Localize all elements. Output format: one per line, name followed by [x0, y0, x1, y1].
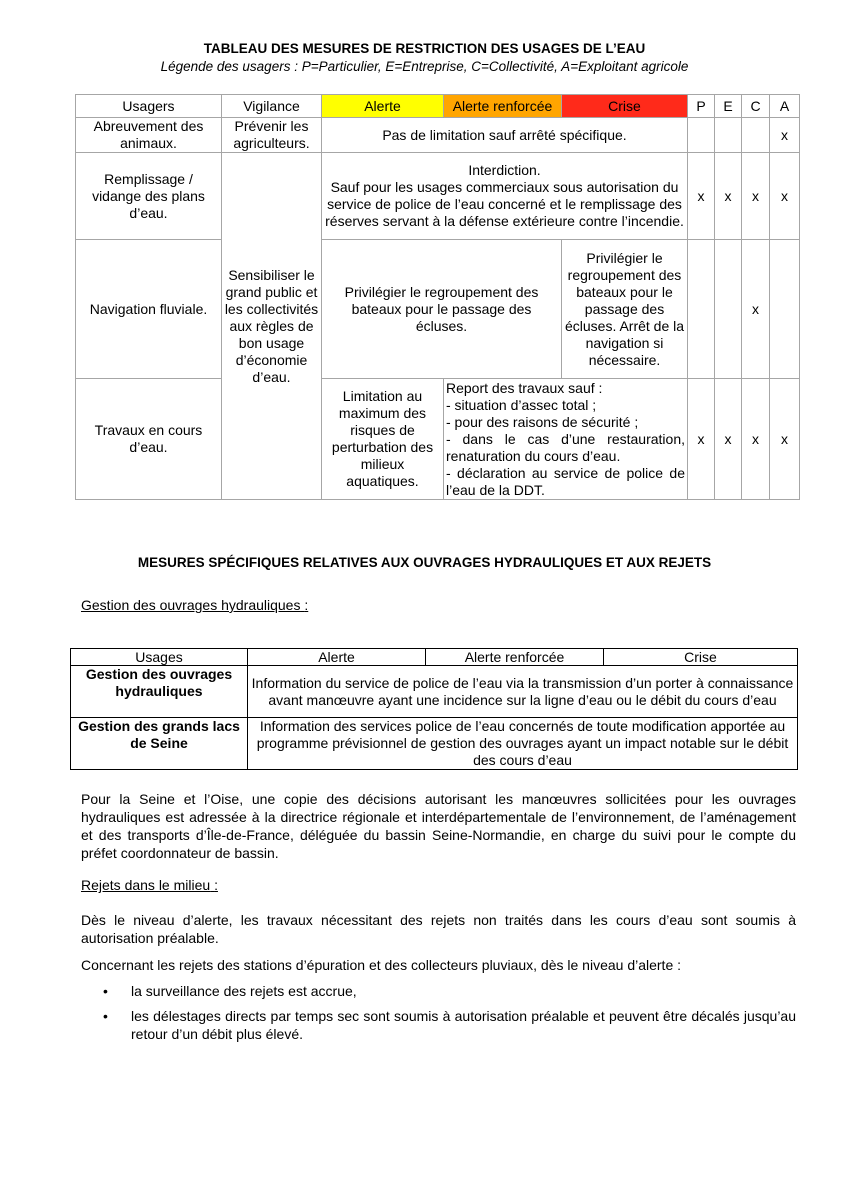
header-a: A: [770, 95, 800, 118]
header-usages: Usages: [71, 649, 248, 666]
header-crise: Crise: [562, 95, 688, 118]
mesure-cell: Information des services police de l’eau concernés de toute modification apportée au programme prévisionnel de gestion des ouvrages ayant un impact notable sur le débit des cours d’eau: [248, 718, 798, 770]
usager-cell: Navigation fluviale.: [76, 240, 222, 379]
alerte-cell: Limitation au maximum des risques de perturbation des milieux aquatiques.: [322, 379, 444, 500]
paragraph-travaux: Dès le niveau d’alerte, les travaux nécessitant des rejets non traités dans les cours d’eau sont soumis à autorisation préalable.: [81, 912, 796, 946]
table-row: [71, 718, 798, 770]
paragraph-seine-oise: Pour la Seine et l’Oise, une copie des décisions autorisant les manœuvres sollicitées pour les ouvrages hydrauliques est adressée à la directrice régionale et interdépartementale de l’environnement, de l’aménagement et des transports d’Île-de-France, déléguée du bassin Seine-Normandie, en charge du suivi pour le compte du préfet coordonnateur de bassin.: [81, 791, 796, 861]
table-row: [76, 379, 800, 500]
table-header-row: [71, 649, 798, 666]
header-usagers: Usagers: [76, 95, 222, 118]
legend-text: Légende des usagers : P=Particulier, E=Entreprise, C=Collectivité, A=Exploitant agricole: [160, 59, 689, 74]
table-row: [71, 666, 798, 718]
header-alerte: Alerte: [322, 95, 444, 118]
usage-cell: Gestion des grands lacs de Seine: [71, 718, 248, 770]
p-cell: [688, 118, 715, 153]
vigilance-shared-cell: Sensibiliser le grand public et les collectivités aux règles de bon usage d’économie d’eau.: [222, 153, 322, 500]
table-row: [76, 118, 800, 153]
subheading-text: Gestion des ouvrages hydrauliques: [81, 597, 301, 613]
mesure-title: Interdiction.: [468, 162, 541, 178]
report-title: Report des travaux sauf :: [446, 379, 603, 396]
report-item: - situation d’assec total ;: [446, 396, 597, 413]
ouvrages-table: [70, 648, 798, 770]
colon: :: [304, 597, 309, 613]
header-alerte: Alerte: [248, 649, 426, 666]
mesure-cell: [322, 153, 688, 240]
document-title: TABLEAU DES MESURES DE RESTRICTION DES USAGES DE L’EAU: [203, 41, 646, 56]
c-cell: x: [742, 153, 770, 240]
p-cell: x: [688, 153, 715, 240]
report-travaux-cell: [444, 379, 688, 500]
a-cell: x: [770, 379, 800, 500]
c-cell: x: [742, 240, 770, 379]
a-cell: x: [770, 118, 800, 153]
c-cell: [742, 118, 770, 153]
alerte-renforcee-cell: Privilégier le regroupement des bateaux pour le passage des écluses.: [322, 240, 562, 379]
colon: :: [214, 877, 218, 893]
usage-cell: Gestion des ouvrages hydrauliques: [71, 666, 248, 718]
paragraph-stations: Concernant les rejets des stations d’épuration et des collecteurs pluviaux, dès le niveau d’alerte :: [81, 957, 682, 973]
bullet-list: [81, 982, 796, 1050]
e-cell: x: [715, 153, 742, 240]
table-header-row: [76, 95, 800, 118]
usager-cell: Remplissage / vidange des plans d’eau.: [76, 153, 222, 240]
a-cell: [770, 240, 800, 379]
mesure-cell: Information du service de police de l’eau via la transmission d’un porter à connaissance avant manœuvre ayant une incidence sur la ligne d’eau ou le débit du cours d’eau: [248, 666, 798, 718]
header-alerte-renforcee: Alerte renforcée: [444, 95, 562, 118]
section-title: MESURES SPÉCIFIQUES RELATIVES AUX OUVRAGES HYDRAULIQUES ET AUX REJETS: [137, 555, 712, 570]
restriction-table: [75, 94, 800, 500]
e-cell: x: [715, 379, 742, 500]
report-item: - dans le cas d’une restauration, renaturation du cours d’eau.: [446, 430, 685, 464]
subheading-rejets: [81, 877, 218, 893]
table-row: [76, 240, 800, 379]
header-e: E: [715, 95, 742, 118]
a-cell: x: [770, 153, 800, 240]
list-item: • la surveillance des rejets est accrue,: [103, 983, 357, 999]
list-item: • les délestages directs par temps sec sont soumis à autorisation préalable et peuvent être décalés jusqu’au retour d’un débit plus élevé.: [103, 1008, 796, 1042]
subheading-text: Rejets dans le milieu: [81, 877, 211, 893]
bullet-icon: •: [103, 983, 108, 999]
usager-cell: Abreuvement des animaux.: [76, 118, 222, 153]
header-p: P: [688, 95, 715, 118]
header-alerte-renforcee: Alerte renforcée: [426, 649, 604, 666]
mesure-cell: Pas de limitation sauf arrêté spécifique.: [322, 118, 688, 153]
vigilance-cell: Prévenir les agriculteurs.: [222, 118, 322, 153]
c-cell: x: [742, 379, 770, 500]
e-cell: [715, 240, 742, 379]
usager-cell: Travaux en cours d’eau.: [76, 379, 222, 500]
mesure-text: Sauf pour les usages commerciaux sous autorisation du service de police de l’eau concerné et le remplissage des réserves servant à la défense extérieure contre l’incendie.: [325, 179, 684, 229]
bullet-icon: •: [103, 1008, 108, 1024]
e-cell: [715, 118, 742, 153]
header-c: C: [742, 95, 770, 118]
crise-cell: Privilégier le regroupement des bateaux pour le passage des écluses. Arrêt de la navigation si nécessaire.: [562, 240, 688, 379]
report-item: - pour des raisons de sécurité ;: [446, 413, 639, 430]
header-crise: Crise: [604, 649, 798, 666]
header-vigilance: Vigilance: [222, 95, 322, 118]
table-row: [76, 153, 800, 240]
p-cell: x: [688, 379, 715, 500]
subheading-ouvrages: [81, 597, 308, 613]
p-cell: [688, 240, 715, 379]
report-item: - déclaration au service de police de l’eau de la DDT.: [446, 464, 685, 498]
